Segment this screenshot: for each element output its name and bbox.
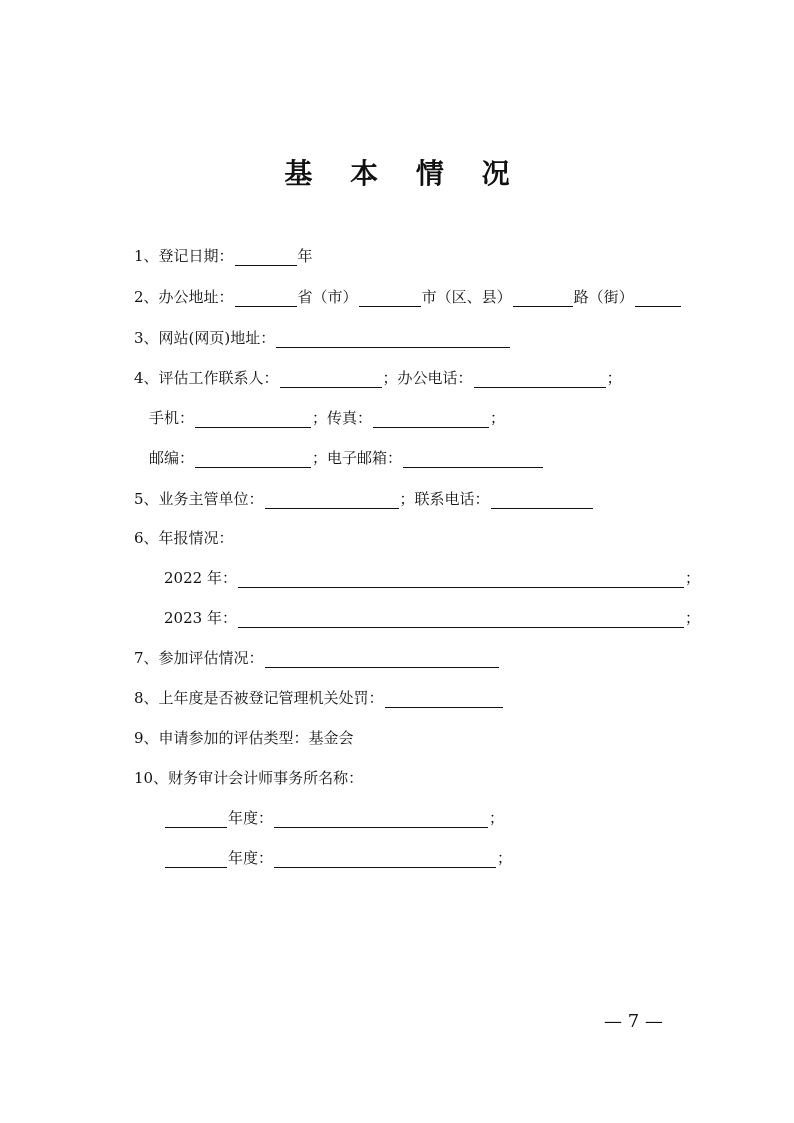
annual-report-2023-row [164, 608, 700, 628]
office-phone-label: ；办公电话： [382, 369, 473, 387]
penalty-row [134, 688, 504, 708]
city-label: 市（区、县） [421, 288, 512, 306]
contact-person-label: 4、评估工作联系人： [134, 369, 279, 387]
province-label: 省（市） [297, 288, 358, 306]
semicolon: ； [606, 369, 622, 387]
registration-year-field[interactable] [235, 250, 297, 266]
annual-report-label: 6、年报情况： [134, 529, 234, 547]
audit-firm-row [134, 768, 363, 788]
mobile-field[interactable] [195, 412, 311, 428]
fiscal-year-field[interactable] [165, 852, 227, 868]
audit-firm-entry-2 [164, 848, 512, 868]
email-field[interactable] [403, 452, 543, 468]
evaluation-type-label: 9、申请参加的评估类型： [134, 729, 309, 747]
road-label: 路（街） [573, 288, 634, 306]
year-suffix: 年 [297, 247, 313, 265]
penalty-label: 8、上年度是否被登记管理机关处罚： [134, 689, 384, 707]
mobile-fax-row [149, 408, 505, 428]
registration-date-label: 1、登记日期： [134, 247, 234, 265]
contact-row [134, 368, 622, 388]
province-field[interactable] [235, 291, 297, 307]
audit-firm-label: 10、财务审计会计师事务所名称： [134, 769, 364, 787]
fax-label: ；传真： [312, 409, 373, 427]
semicolon: ； [490, 409, 506, 427]
penalty-field[interactable] [385, 692, 503, 708]
fiscal-year-label: 年度： [228, 809, 274, 827]
semicolon: ； [684, 609, 700, 627]
contact-person-field[interactable] [280, 372, 382, 388]
fiscal-year-field[interactable] [165, 812, 227, 828]
registration-date-row [134, 246, 313, 266]
website-label: 3、网站(网页)地址： [134, 329, 276, 347]
semicolon: ； [497, 849, 513, 867]
office-address-label: 2、办公地址： [134, 288, 234, 306]
fiscal-year-label: 年度： [228, 849, 274, 867]
mobile-label: 手机： [149, 409, 195, 427]
street-number-field[interactable] [635, 291, 681, 307]
semicolon: ； [684, 569, 700, 587]
year-2023-label: 2023 年： [164, 609, 237, 627]
contact-phone-label: ；联系电话： [399, 490, 490, 508]
contact-phone-field[interactable] [491, 493, 593, 509]
postcode-label: 邮编： [149, 449, 195, 467]
website-field[interactable] [276, 332, 510, 348]
postcode-email-row [149, 448, 544, 468]
annual-report-2023-field[interactable] [238, 612, 684, 628]
road-field[interactable] [513, 291, 573, 307]
annual-report-row [134, 528, 234, 548]
page-title: 基 本 情 况 [284, 157, 524, 190]
audit-firm-entry-1 [164, 808, 504, 828]
supervising-unit-row [134, 489, 594, 509]
audit-firm-name-field[interactable] [274, 812, 488, 828]
evaluation-type-value: 基金会 [308, 729, 354, 747]
evaluation-type-row [134, 728, 354, 748]
office-phone-field[interactable] [474, 372, 606, 388]
supervising-unit-label: 5、业务主管单位： [134, 490, 264, 508]
page-number: — 7 — [604, 1011, 663, 1032]
website-row [134, 328, 511, 348]
evaluation-participation-row [134, 648, 500, 668]
semicolon: ； [489, 809, 505, 827]
postcode-field[interactable] [195, 452, 311, 468]
year-2022-label: 2022 年： [164, 569, 237, 587]
annual-report-2022-row [164, 568, 700, 588]
fax-field[interactable] [373, 412, 489, 428]
annual-report-2022-field[interactable] [238, 572, 684, 588]
supervising-unit-field[interactable] [265, 493, 399, 509]
office-address-row [134, 287, 682, 307]
email-label: ；电子邮箱： [312, 449, 403, 467]
city-field[interactable] [359, 291, 421, 307]
audit-firm-name-field[interactable] [274, 852, 496, 868]
evaluation-participation-label: 7、参加评估情况： [134, 649, 264, 667]
evaluation-participation-field[interactable] [265, 652, 499, 668]
